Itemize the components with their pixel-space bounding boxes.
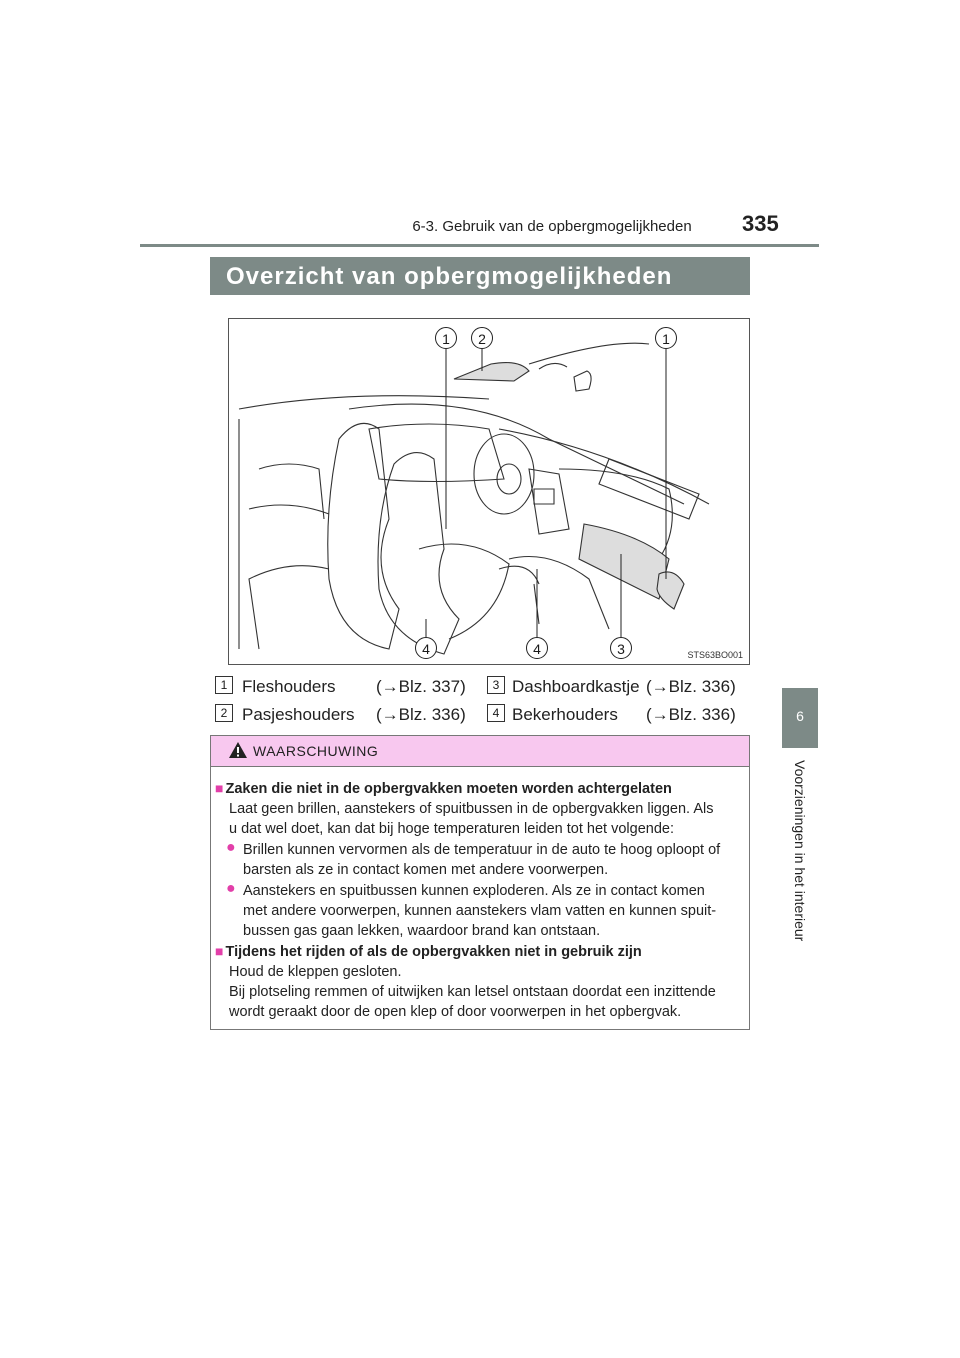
callout-1-left: 1 <box>435 327 457 349</box>
warning-bullet-2-line-2: met andere voorwerpen, kunnen aanstekers vlam vatten en kunnen spuit- <box>243 903 717 919</box>
warning-bullet-2-line-3: bussen gas gaan lekken, waardoor brand kan ontstaan. <box>243 923 601 939</box>
round-bullet-icon: ● <box>226 880 236 897</box>
section-title: 6-3. Gebruik van de opbergmogelijkheden <box>412 218 692 235</box>
page-title: Overzicht van opbergmogelijkheden <box>226 263 673 290</box>
car-interior-drawing <box>229 319 749 664</box>
warning-intro-line-2: u dat wel doet, kan dat bij hoge temperaturen leiden tot het volgende: <box>229 821 674 837</box>
callout-1-right: 1 <box>655 327 677 349</box>
header-rule <box>140 244 819 247</box>
chapter-number: 6 <box>796 708 804 724</box>
warning-line-2: Bij plotseling remmen of uitwijken kan letsel ontstaan doordat een inzittende <box>229 984 716 1000</box>
legend-number-2: 2 <box>215 704 233 722</box>
callout-3: 3 <box>610 637 632 659</box>
callout-4-right: 4 <box>526 637 548 659</box>
warning-intro-line-1: Laat geen brillen, aanstekers of spuitbussen in de opbergvakken liggen. Als <box>229 801 714 817</box>
legend-number-1: 1 <box>215 676 233 694</box>
page-number: 335 <box>742 211 779 236</box>
warning-heading-1-text: Zaken die niet in de opbergvakken moeten worden achtergelaten <box>225 781 672 797</box>
car-interior-illustration <box>228 318 750 665</box>
legend-label-3: Dashboardkastje <box>512 677 640 696</box>
warning-bullet-2-line-1: Aanstekers en spuitbussen kunnen exploderen. Als ze in contact komen <box>243 883 705 899</box>
legend-number-4: 4 <box>487 704 505 722</box>
warning-line-1: Houd de kleppen gesloten. <box>229 964 402 980</box>
chapter-label: Voorzieningen in het interieur <box>792 760 808 942</box>
warning-bullet-1-line-2: barsten als ze in contact komen met andere voorwerpen. <box>243 862 609 878</box>
round-bullet-icon: ● <box>226 839 236 856</box>
illustration-code: STS63BO001 <box>687 650 743 660</box>
legend-label-2: Pasjeshouders <box>242 705 355 724</box>
warning-title: WAARSCHUWING <box>253 743 379 759</box>
warning-heading-1 <box>215 778 672 799</box>
legend-ref-4: (→Blz. 336) <box>646 705 736 724</box>
square-bullet-icon: ■ <box>215 943 224 959</box>
square-bullet-icon: ■ <box>215 780 224 796</box>
legend-label-4: Bekerhouders <box>512 705 618 724</box>
warning-line-3: wordt geraakt door de open klep of door voorwerpen in het opbergvak. <box>229 1004 682 1020</box>
legend-ref-2: (→Blz. 336) <box>376 705 466 724</box>
legend-label-1: Fleshouders <box>242 677 336 696</box>
warning-heading-2 <box>215 941 642 962</box>
warning-heading-2-text: Tijdens het rijden of als de opbergvakken niet in gebruik zijn <box>225 944 642 960</box>
legend-number-3: 3 <box>487 676 505 694</box>
legend-ref-1: (→Blz. 337) <box>376 677 466 696</box>
callout-2: 2 <box>471 327 493 349</box>
legend-ref-3: (→Blz. 336) <box>646 677 736 696</box>
callout-4-left: 4 <box>415 637 437 659</box>
warning-triangle-icon <box>228 741 248 764</box>
chapter-label-wrap <box>786 760 814 1040</box>
warning-bullet-1-line-1: Brillen kunnen vervormen als de temperatuur in de auto te hoog oploopt of <box>243 842 721 858</box>
